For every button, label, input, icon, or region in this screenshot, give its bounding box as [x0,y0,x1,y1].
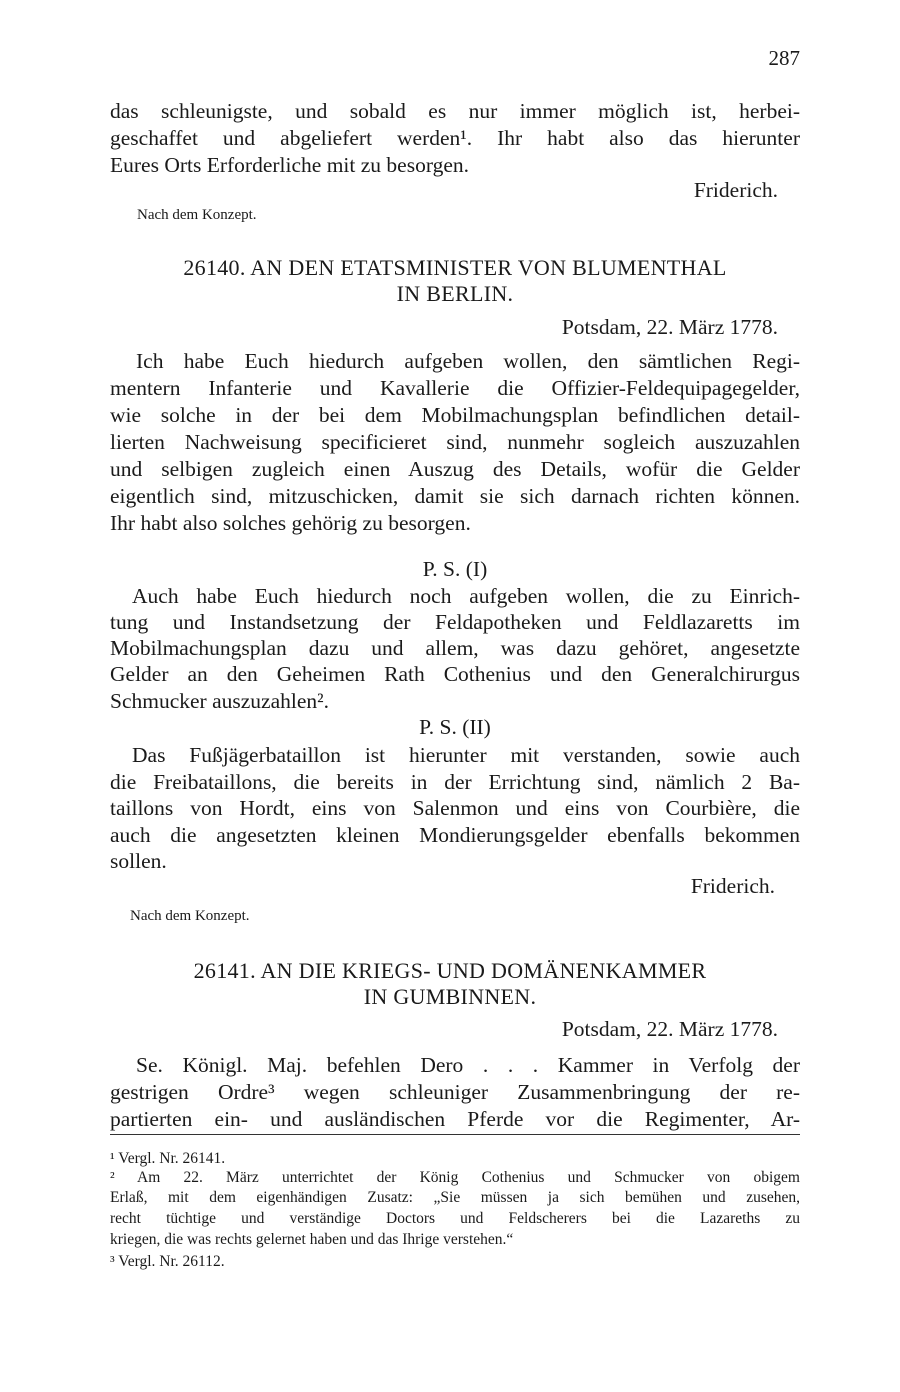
letter-26140-body-line-2: mentern Infanterie und Kavallerie die Offizier-Feldequipagegelder, [110,376,800,400]
source-note-1: Nach dem Konzept. [137,207,257,223]
letter-26141-body-line-1: Se. Königl. Maj. befehlen Dero . . . Kammer in Verfolg der [136,1053,800,1077]
letter-26140-heading-line-1: 26140. AN DEN ETATSMINISTER VON BLUMENTHAL [183,255,727,280]
ps2-line-5: sollen. [110,849,167,873]
footnote-2-line-3: recht tüchtige und verständige Doctors und Feldscherers bei die Lazareths zu [110,1210,800,1227]
letter-26140-body-line-4: lierten Nachweisung specificieret sind, nunmehr sogleich auszuzahlen [110,430,800,454]
letter-26141-body-line-2: gestrigen Ordre³ wegen schleuniger Zusammenbringung der re- [110,1080,800,1104]
letter-26140-body-line-6: eigentlich sind, mitzuschicken, damit sie sich darnach richten können. [110,484,800,508]
letter-26140-body-line-5: und selbigen zugleich einen Auszug des Details, wofür die Gelder [110,457,800,481]
continuation-line-2: geschaffet und abgeliefert werden¹. Ihr habt also das hierunter [110,126,800,150]
ps2-heading: P. S. (II) [419,715,491,739]
continuation-line-3: Eures Orts Erforderliche mit zu besorgen. [110,153,470,177]
ps2-line-2: die Freibataillons, die bereits in der Errichtung sind, nämlich 2 Ba- [110,770,800,794]
signature-1: Friderich. [693,178,778,202]
ps2-line-3: taillons von Hordt, eins von Salenmon und eins von Courbière, die [110,796,800,820]
letter-26140-signature: Friderich. [690,874,775,898]
footnote-separator [110,1134,800,1135]
letter-26141-body-line-3: partierten ein- und ausländischen Pferde vor die Regimenter, Ar- [110,1107,800,1131]
ps1-line-3: Mobilmachungsplan dazu und allem, was dazu gehöret, angesetzte [110,636,800,660]
letter-26140-dateline: Potsdam, 22. März 1778. [561,315,778,339]
letter-26140-source-note: Nach dem Konzept. [130,908,250,924]
letter-26141-dateline: Potsdam, 22. März 1778. [561,1017,778,1041]
ps1-line-2: tung und Instandsetzung der Feldapotheken und Feldlazaretts im [110,610,800,634]
ps2-line-4: auch die angesetzten kleinen Mondierungsgelder ebenfalls bekommen [110,823,800,847]
footnote-2-line-1: ² Am 22. März unterrichtet der König Cothenius und Schmucker von obigem [110,1169,800,1186]
footnote-3: ³ Vergl. Nr. 26112. [110,1253,225,1270]
footnote-1: ¹ Vergl. Nr. 26141. [110,1150,226,1167]
ps1-heading: P. S. (I) [422,557,488,581]
page-number: 287 [768,46,800,70]
ps1-line-5: Schmucker auszuzahlen². [110,689,329,713]
letter-26140-body-line-1: Ich habe Euch hiedurch aufgeben wollen, den sämtlichen Regi- [136,349,800,373]
letter-26140-heading-line-2: IN BERLIN. [396,281,514,306]
ps1-line-4: Gelder an den Geheimen Rath Cothenius und den Generalchirurgus [110,662,800,686]
ps2-line-1: Das Fußjägerbataillon ist hierunter mit verstanden, sowie auch [132,743,800,767]
letter-26141-heading-line-2: IN GUMBINNEN. [363,984,537,1009]
footnote-2-line-4: kriegen, die was rechts gelernet haben und das Ihrige verstehen.“ [110,1231,514,1248]
letter-26140-body-line-7: Ihr habt also solches gehörig zu besorgen. [110,511,471,535]
letter-26141-heading-line-1: 26141. AN DIE KRIEGS- UND DOMÄNENKAMMER [193,958,707,983]
footnote-2-line-2: Erlaß, mit dem eigenhändigen Zusatz: „Sie müssen ja sich bemühen und zusehen, [110,1189,800,1206]
ps1-line-1: Auch habe Euch hiedurch noch aufgeben wollen, die zu Einrich- [132,584,800,608]
continuation-line-1: das schleunigste, und sobald es nur immer möglich ist, herbei- [110,99,800,123]
letter-26140-body-line-3: wie solche in der bei dem Mobilmachungsplan befindlichen detail- [110,403,800,427]
